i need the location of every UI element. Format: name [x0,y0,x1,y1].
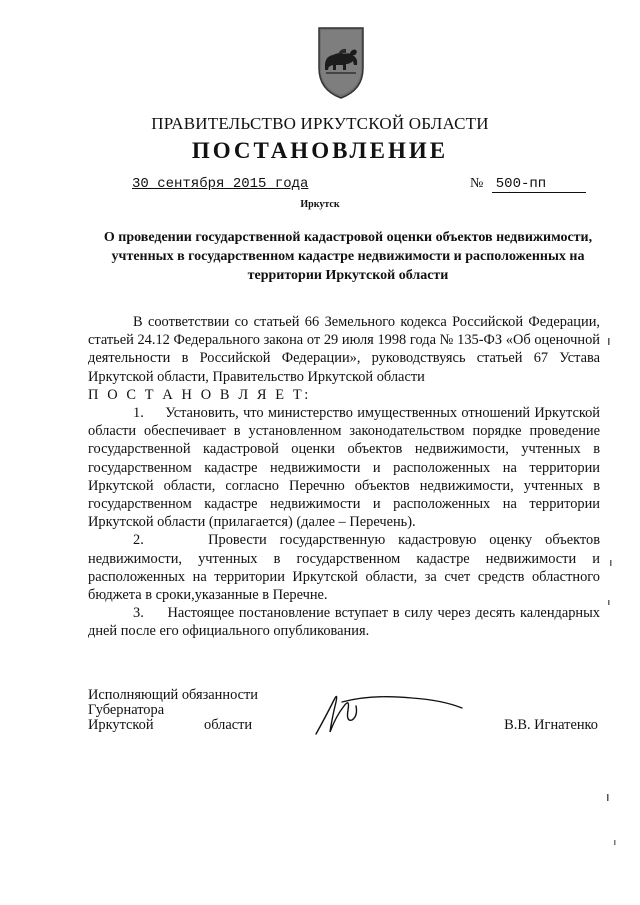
date-value: 30 сентября 2015 года [132,176,309,192]
coat-of-arms-emblem [316,24,366,100]
government-title: ПРАВИТЕЛЬСТВО ИРКУТСКОЙ ОБЛАСТИ [151,114,489,133]
document-number [470,176,586,193]
decree-word: П О С Т А Н О В Л Я Е Т: [88,386,311,403]
document-body [88,313,600,641]
handwritten-signature [312,686,472,736]
city-label: Иркутск [300,199,340,210]
signer-name: В.В. Игнатенко [504,717,598,733]
item-1-paragraph: 1. Установить, что министерство имущественных отношений Иркутской области обеспечивает в установленном законодательством порядке проведение государственной кадастровой оценки объектов недвижимости, учтенных в государственном кадастре недвижимости и расположенных на территории Иркутской области, согласно Перечню объектов недвижимости, учтенных в государственном кадастре недвижимости и расположенных на территории Иркутской области (прилагается) (далее – Перечень). [88,405,600,531]
number-sign: № [470,176,484,191]
item-3-paragraph: 3. Настоящее постановление вступает в силу через десять календарных дней после его официального опубликования. [88,605,600,640]
document-type-title: ПОСТАНОВЛЕНИЕ [191,138,449,163]
document-date [132,176,308,192]
signer-oblast-word: области [204,717,253,733]
document-subject: О проведении государственной кадастровой оценки объектов недвижимости, учтенных в государственном кадастре недвижимости и расположенных на территории Иркутской области [103,230,593,283]
signer-title-line-2: Губернатора [88,702,165,718]
preamble-paragraph: В соответствии со статьей 66 Земельного кодекса Российской Федерации, статьей 24.12 Федерального закона от 29 июля 1998 года № 135-ФЗ «Об оценочной деятельности в Российской Федерации», руководствуясь статьей 67 Устава Иркутской области, Правительство Иркутской области [88,314,600,385]
signer-title-line-1: Исполняющий обязанности [88,687,259,703]
signer-region-word: Иркутской [88,717,154,733]
item-2-paragraph: 2. Провести государственную кадастровую оценку объектов недвижимости, учтенных в государственном кадастре недвижимости и расположенных на территории Иркутской области, за счет средств областного бюджета в сроки,указанные в Перечне. [88,532,600,604]
number-value: 500-пп [492,176,586,193]
